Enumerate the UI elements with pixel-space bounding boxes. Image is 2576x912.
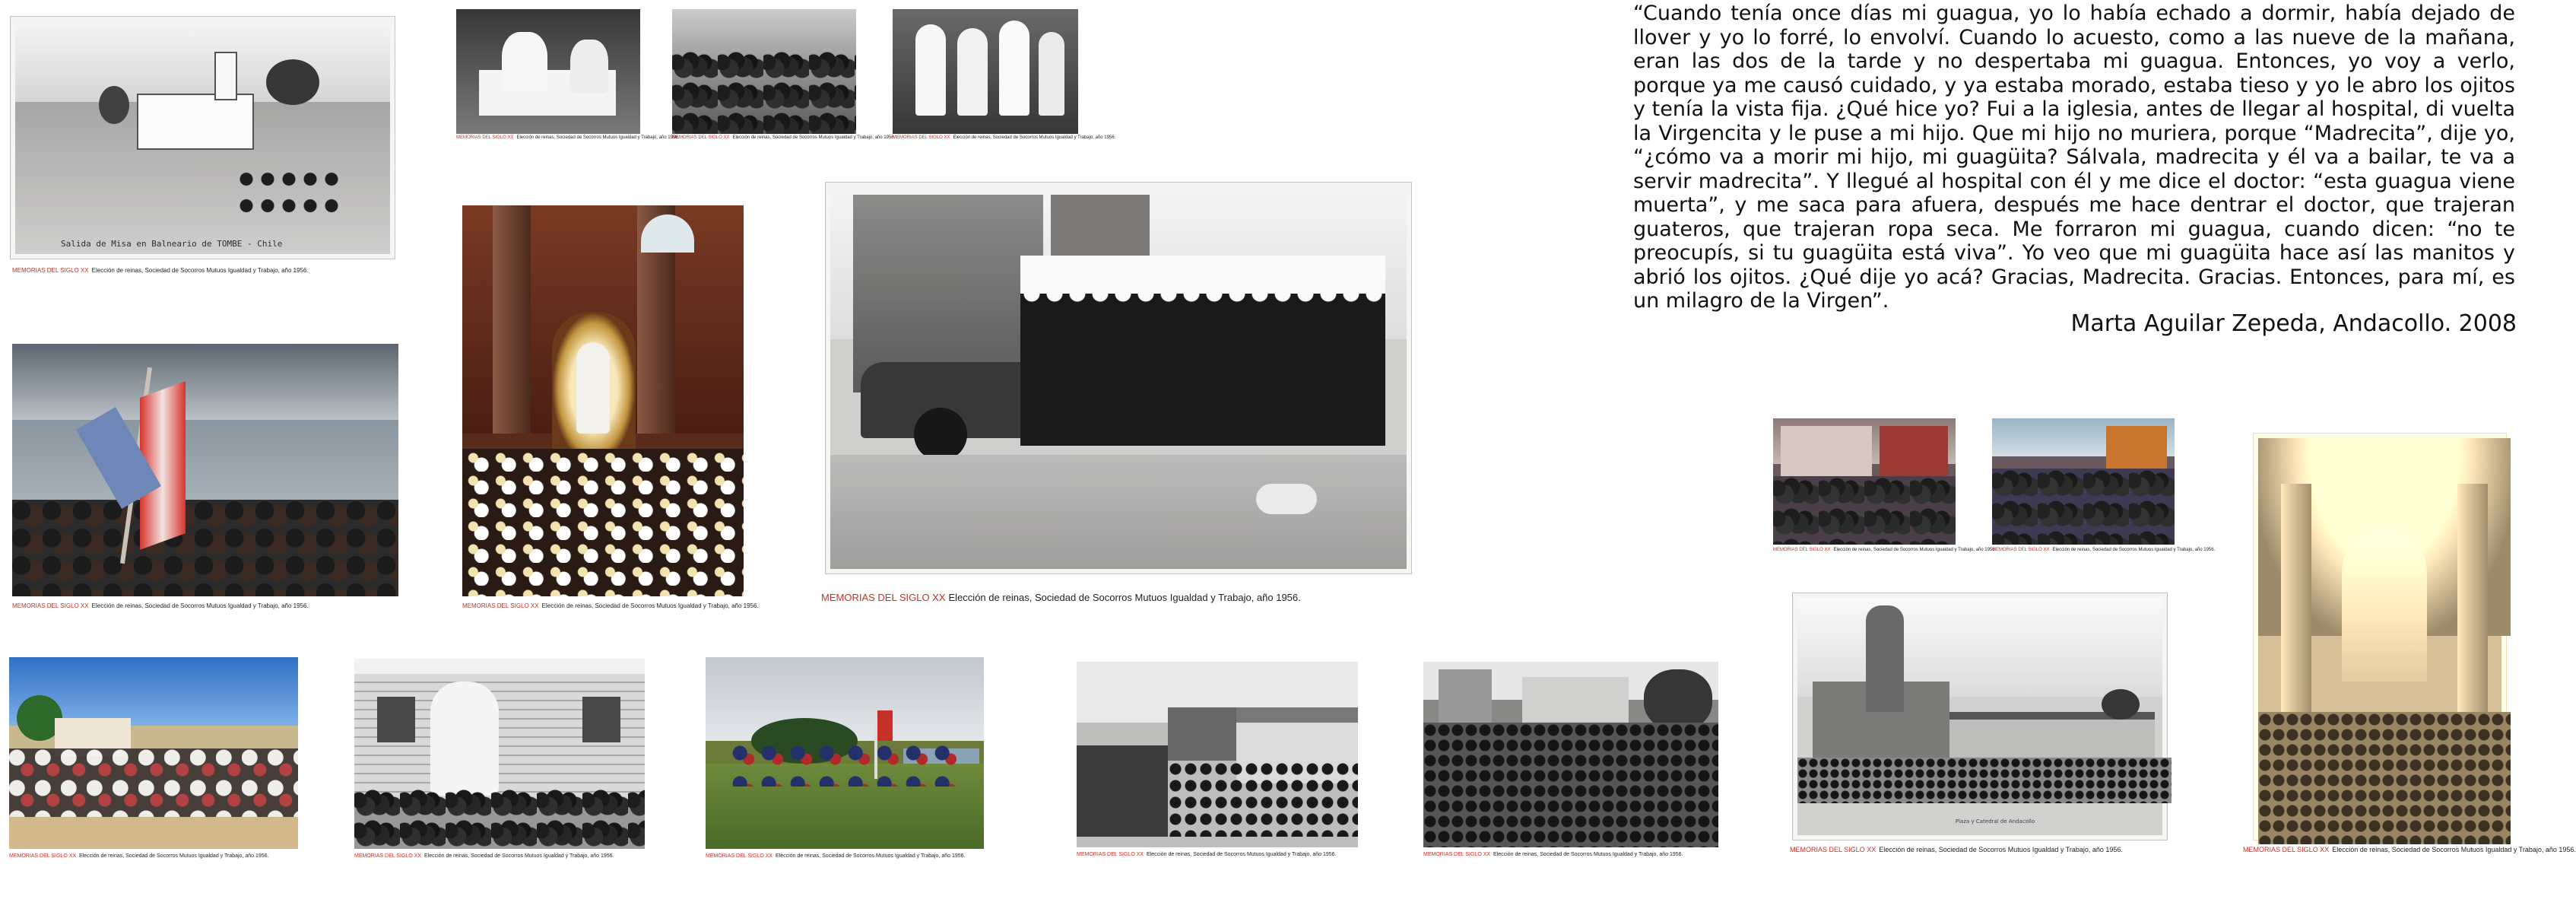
photo-table-gathering [456, 9, 640, 134]
caption-photo-10: MEMORIAS DEL SIGLO XX Elección de reinas, Sociedad de Socorros Mutuos Igualdad y Trabajo, año 1956. [706, 853, 966, 859]
photo-wooden-house [354, 659, 645, 849]
photo-boat-procession [12, 344, 398, 596]
photo-town-crowd-color [1992, 418, 2175, 545]
photo-girls-white [893, 9, 1078, 134]
caption-photo-8: MEMORIAS DEL SIGLO XX Elección de reinas, Sociedad de Socorros Mutuos Igualdad y Trabajo, año 1956. [9, 853, 269, 859]
photo-dancers-field [706, 657, 984, 849]
testimony-quote: “Cuando tenía once días mi guagua, yo lo había echado a dormir, había dejado de llover y yo lo forré, lo envolví. Cuando lo acuesto, como a las nueve de la mañana, eran las dos de la tarde y no despertaba mi guagua. Entonces, yo voy a verlo, porque ya me causó cuidado, y ya estaba morado, estaba tieso y yo le abro los ojitos y tenía la vista fija. ¿Qué hice yo? Fui a la iglesia, antes de llegar al hospital, di vuelta la Virgencita y le puse a mi hijo. Que mi hijo no muriera, porque “Madrecita”, dije yo, “¿cómo va a morir mi hijo, mi guagüita? Sálvala, madrecita y él va a bailar, te va a servir madrecita”. Y llegué al hospital con él y me dice el doctor: “esta guagua viene muerta”, y me saca para afuera, después me hace dentrar el doctor, que trajeran guateros, que trajeran ropa seca. Me forraron mi guagua, cuando dicen: “no te preocupís, si tu guagüita está viva”. Yo veo que mi guagüita hace así las manitos y abrió los ojitos. ¿Qué dije yo acá? Gracias, Madrecita. Gracias. Entonces, para mí, es un milagro de la Virgen”. [1633, 2, 2515, 313]
photo-group-crowd [672, 9, 856, 134]
photo-group-truck [826, 183, 1411, 574]
caption-photo-1: MEMORIAS DEL SIGLO XX Elección de reinas, Sociedad de Socorros Mutuos Igualdad y Trabajo, año 1956. [12, 267, 309, 274]
caption-photo-2: MEMORIAS DEL SIGLO XX Elección de reinas, Sociedad de Socorros Mutuos Igualdad y Trabajo, año 1956. [456, 135, 680, 140]
caption-photo-14: MEMORIAS DEL SIGLO XX Elección de reinas, Sociedad de Socorros Mutuos Igualdad y Trabajo, año 1956. [1992, 548, 2216, 552]
caption-photo-3: MEMORIAS DEL SIGLO XX Elección de reinas, Sociedad de Socorros Mutuos Igualdad y Trabajo, año 1956. [672, 135, 896, 140]
photo-cathedral-plaza [1793, 593, 2167, 840]
photo-street-procession [9, 657, 298, 849]
caption-photo-4: MEMORIAS DEL SIGLO XX Elección de reinas, Sociedad de Socorros Mutuos Igualdad y Trabajo, año 1956. [893, 135, 1116, 140]
photo-virgin-altar [462, 205, 744, 596]
caption-photo-5: MEMORIAS DEL SIGLO XX Elección de reinas, Sociedad de Socorros Mutuos Igualdad y Trabajo, año 1956. [12, 602, 309, 609]
caption-photo-15: MEMORIAS DEL SIGLO XX Elección de reinas, Sociedad de Socorros Mutuos Igualdad y Trabajo, año 1956. [1790, 846, 2123, 853]
caption-photo-13: MEMORIAS DEL SIGLO XX Elección de reinas, Sociedad de Socorros Mutuos Igualdad y Trabajo, año 1956. [1773, 548, 1997, 552]
photo-street-houses [1077, 662, 1358, 847]
caption-photo-12: MEMORIAS DEL SIGLO XX Elección de reinas, Sociedad de Socorros Mutuos Igualdad y Trabajo, año 1956. [1423, 852, 1683, 857]
testimony-attribution: Marta Aguilar Zepeda, Andacollo. 2008 [2070, 310, 2517, 337]
caption-photo-9: MEMORIAS DEL SIGLO XX Elección de reinas, Sociedad de Socorros Mutuos Igualdad y Trabajo, año 1956. [354, 853, 614, 859]
caption-photo-16: MEMORIAS DEL SIGLO XX Elección de reinas, Sociedad de Socorros Mutuos Igualdad y Trabajo, año 1956. [2243, 846, 2576, 853]
photo-church-crowd [1423, 662, 1718, 847]
caption-photo-7: MEMORIAS DEL SIGLO XX Elección de reinas, Sociedad de Socorros Mutuos Igualdad y Trabajo, año 1956. [821, 592, 1301, 603]
photo-church-interior [2254, 434, 2506, 840]
photo-street-crowd-color [1773, 418, 1956, 545]
photo-inscription-cathedral: Plaza y Catedral de Andacollo [1955, 818, 2035, 825]
photo-inscription: Salida de Misa en Balneario de TOMBE - Chile [61, 239, 283, 249]
caption-photo-11: MEMORIAS DEL SIGLO XX Elección de reinas, Sociedad de Socorros Mutuos Igualdad y Trabajo, año 1956. [1077, 852, 1337, 857]
caption-photo-6: MEMORIAS DEL SIGLO XX Elección de reinas, Sociedad de Socorros Mutuos Igualdad y Trabajo, año 1956. [462, 602, 759, 609]
photo-chapel-hill [11, 17, 395, 259]
